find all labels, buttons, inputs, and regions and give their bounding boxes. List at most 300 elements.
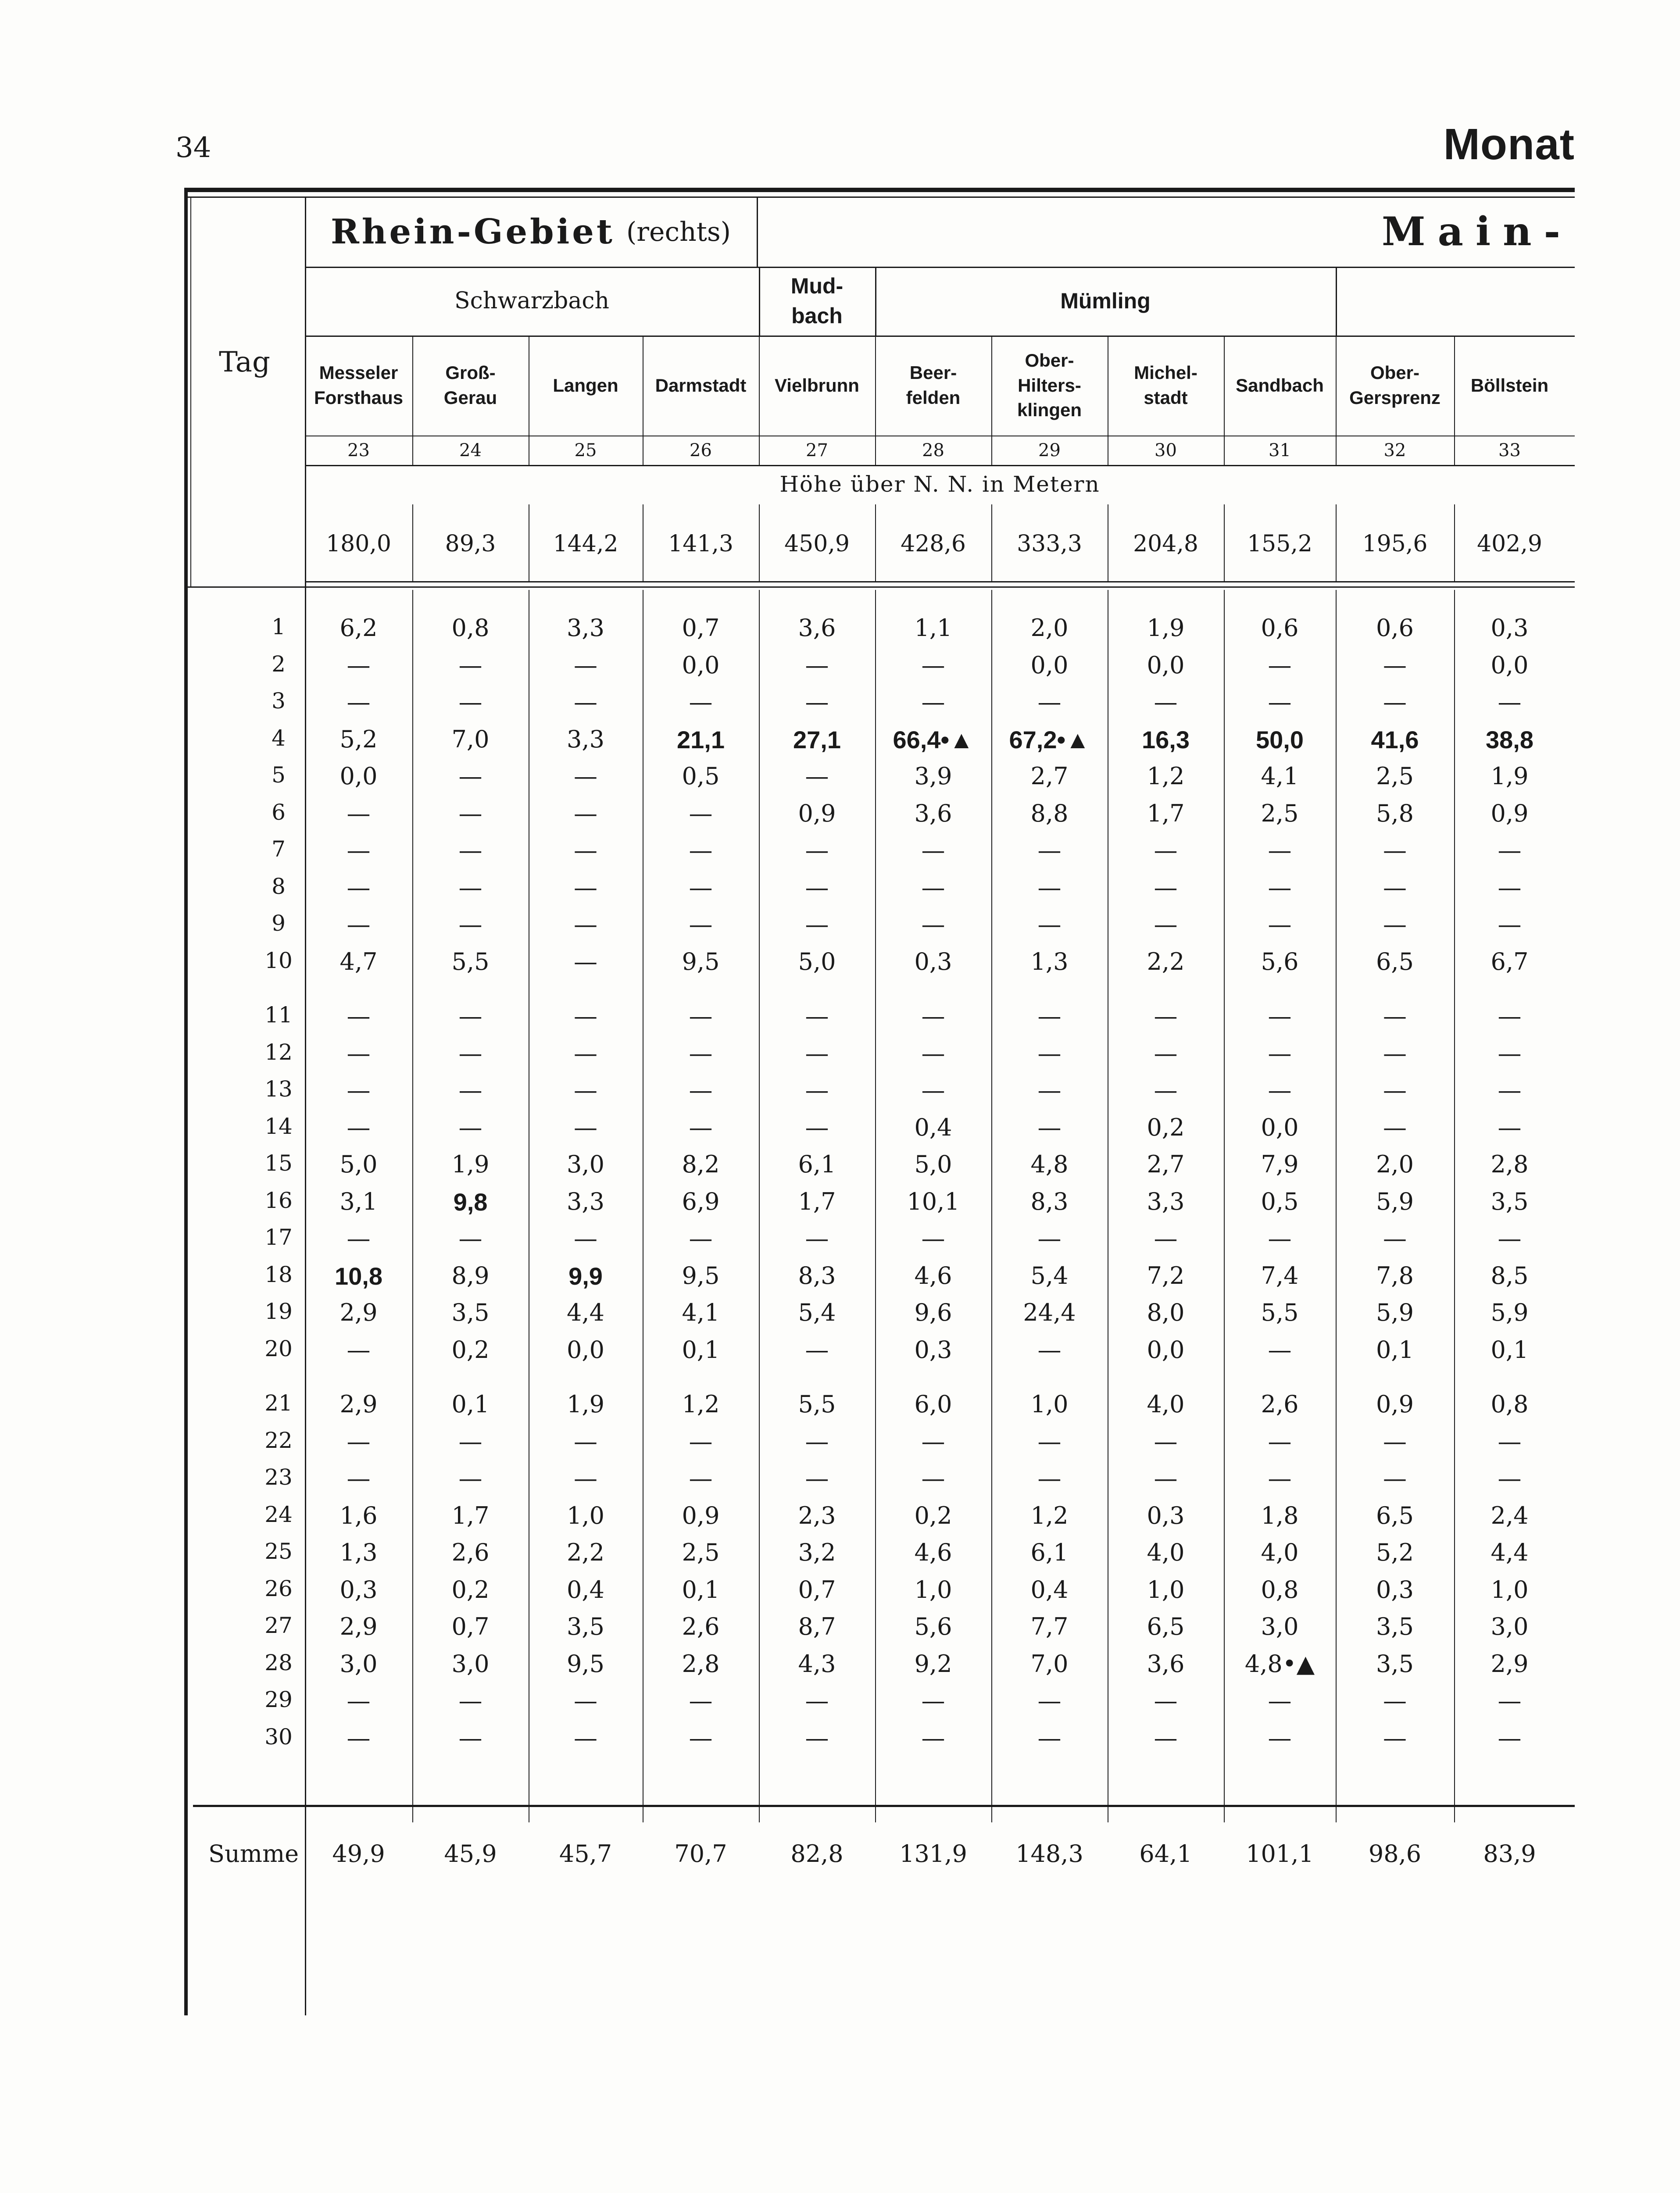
summe-value: 82,8	[790, 1840, 844, 1868]
station-name: Ober- Hilters- klingen	[1017, 350, 1082, 421]
table-cell: —	[1383, 1687, 1407, 1714]
table-cell: 3,0	[1261, 1613, 1299, 1640]
table-cell: 0,7	[451, 1613, 490, 1640]
day-number: 19	[265, 1299, 293, 1324]
table-cell: 1,9	[451, 1150, 490, 1178]
table-cell: —	[458, 911, 483, 938]
table-cell: 3,3	[567, 614, 604, 642]
station-number: 32	[1383, 440, 1406, 461]
table-cell: —	[1037, 1002, 1062, 1030]
table-cell: —	[1037, 1427, 1062, 1455]
table-cell: —	[1037, 1464, 1062, 1492]
table-cell: —	[347, 836, 371, 864]
table-cell: 0,5	[682, 762, 720, 790]
summe-value: 148,3	[1015, 1840, 1083, 1868]
station-height: 402,9	[1477, 530, 1542, 557]
table-cell: 0,8	[1491, 1390, 1529, 1418]
table-cell: 5,0	[798, 947, 836, 975]
table-cell: —	[1383, 911, 1407, 938]
table-cell: 6,5	[1376, 1501, 1414, 1529]
table-cell: —	[347, 1076, 371, 1104]
table-cell: 0,3	[914, 947, 952, 975]
table-cell: 4,1	[1261, 762, 1299, 790]
table-cell: —	[458, 1464, 483, 1492]
table-cell: 5,9	[1491, 1299, 1529, 1326]
table-cell: 2,0	[1030, 614, 1069, 642]
table-cell: —	[921, 1039, 945, 1067]
table-cell: 7,8	[1376, 1261, 1414, 1289]
table-cell: 21,1	[677, 725, 725, 754]
summe-value: 101,1	[1246, 1840, 1314, 1868]
table-cell: 1,1	[914, 614, 952, 642]
table-cell: —	[1498, 836, 1522, 864]
table-cell: 0,0	[567, 1336, 604, 1364]
table-cell: —	[1037, 1113, 1062, 1141]
day-number: 29	[265, 1687, 293, 1712]
table-cell: —	[574, 836, 597, 864]
table-cell: 0,2	[451, 1575, 490, 1604]
table-cell: —	[574, 1687, 597, 1714]
table-cell: 5,4	[798, 1299, 836, 1326]
table-cell: 2,5	[682, 1539, 720, 1566]
table-cell: 2,9	[1491, 1650, 1529, 1678]
station-number: 28	[922, 440, 944, 461]
table-cell: —	[347, 911, 371, 938]
table-cell: 5,5	[451, 947, 490, 975]
table-cell: —	[1268, 1225, 1292, 1252]
table-cell: 7,7	[1030, 1613, 1069, 1640]
table-cell: 0,5	[1261, 1187, 1299, 1215]
table-cell: 6,9	[682, 1187, 720, 1215]
table-cell: —	[347, 799, 371, 827]
table-cell: 5,2	[340, 725, 378, 753]
table-cell: 67,2•▲	[1009, 725, 1090, 754]
table-cell: 5,9	[1376, 1187, 1414, 1215]
summe-value: 98,6	[1368, 1840, 1422, 1868]
table-cell: —	[805, 1336, 829, 1364]
day-number: 22	[265, 1427, 293, 1453]
table-cell: 0,8	[451, 614, 490, 642]
table-cell: 0,3	[340, 1575, 378, 1604]
table-cell: 3,0	[567, 1150, 604, 1178]
table-cell: —	[805, 1039, 829, 1067]
table-cell: 5,9	[1376, 1299, 1414, 1326]
table-cell: 0,0	[1261, 1113, 1299, 1141]
table-cell: 1,3	[340, 1539, 378, 1566]
table-cell: —	[921, 836, 945, 864]
table-cell: —	[805, 911, 829, 938]
table-cell: 3,5	[1376, 1650, 1414, 1678]
table-cell: —	[1498, 1113, 1522, 1141]
table-cell: —	[805, 1113, 829, 1141]
table-cell: 1,2	[1147, 762, 1185, 790]
table-cell: 9,5	[682, 947, 720, 975]
table-cell: 66,4•▲	[893, 725, 974, 754]
table-cell: —	[1268, 1427, 1292, 1455]
table-cell: —	[1383, 1113, 1407, 1141]
table-cell: —	[921, 651, 945, 679]
table-cell: —	[1154, 1464, 1178, 1492]
table-cell: —	[1154, 873, 1178, 901]
table-cell: 8,5	[1491, 1261, 1529, 1289]
table-cell: 0,7	[682, 614, 720, 642]
table-cell: —	[689, 873, 713, 901]
river-schwarzbach: Schwarzbach	[454, 288, 609, 314]
table-cell: —	[921, 911, 945, 938]
day-number: 27	[265, 1613, 293, 1638]
table-cell: 5,0	[914, 1150, 952, 1178]
page-header: Monat	[1443, 120, 1575, 169]
table-cell: —	[689, 1687, 713, 1714]
table-cell: 2,6	[1261, 1390, 1299, 1418]
table-cell: 8,2	[682, 1150, 720, 1178]
summe-value: 45,7	[559, 1840, 612, 1868]
table-cell: 0,9	[1491, 799, 1529, 827]
table-cell: —	[1498, 1687, 1522, 1714]
table-cell: 0,4	[567, 1575, 604, 1604]
table-cell: 3,2	[798, 1539, 836, 1566]
table-cell: —	[1498, 1464, 1522, 1492]
station-name: Beer- felden	[906, 362, 961, 408]
table-cell: 8,3	[798, 1261, 836, 1289]
station-name: Messeler Forsthaus	[314, 362, 404, 408]
table-cell: —	[1154, 1002, 1178, 1030]
table-cell: —	[574, 688, 597, 716]
table-cell: 4,6	[914, 1261, 952, 1289]
table-cell: 0,1	[1491, 1336, 1529, 1364]
table-cell: —	[1498, 1002, 1522, 1030]
table-cell: 8,7	[798, 1613, 836, 1640]
table-cell: 2,7	[1030, 762, 1069, 790]
table-cell: —	[1037, 1687, 1062, 1714]
table-cell: —	[458, 1039, 483, 1067]
table-cell: 4,6	[914, 1539, 952, 1566]
table-cell: —	[574, 1002, 597, 1030]
day-number: 2	[272, 651, 286, 677]
table-cell: 9,5	[567, 1650, 604, 1678]
table-cell: 27,1	[793, 725, 841, 754]
table-cell: —	[689, 1002, 713, 1030]
table-cell: —	[347, 873, 371, 901]
table-cell: 4,0	[1147, 1539, 1185, 1566]
region-title: Rhein-Gebiet	[330, 212, 615, 252]
table-cell: 4,8•▲	[1244, 1650, 1315, 1678]
table-cell: —	[805, 1427, 829, 1455]
table-cell: 0,0	[1491, 651, 1529, 679]
table-cell: 6,1	[1030, 1539, 1069, 1566]
table-cell: 7,0	[1030, 1650, 1069, 1678]
table-cell: —	[574, 873, 597, 901]
table-cell: —	[1498, 911, 1522, 938]
table-cell: —	[347, 1687, 371, 1714]
table-cell: 4,1	[682, 1299, 720, 1326]
day-number: 11	[265, 1002, 293, 1028]
day-number: 8	[272, 873, 286, 899]
summe-value: 45,9	[444, 1840, 497, 1868]
table-cell: 3,5	[567, 1613, 604, 1640]
table-cell: 4,0	[1147, 1390, 1185, 1418]
table-cell: 2,8	[1491, 1150, 1529, 1178]
river-mudbach: Mud- bach	[790, 274, 844, 328]
table-cell: —	[1268, 1076, 1292, 1104]
station-number: 29	[1038, 440, 1061, 461]
table-cell: 2,9	[340, 1613, 378, 1640]
station-height: 155,2	[1247, 530, 1312, 557]
table-cell: 0,8	[1261, 1575, 1299, 1604]
table-cell: 1,0	[1030, 1390, 1069, 1418]
table-cell: 1,9	[1147, 614, 1185, 642]
table-cell: —	[1268, 1724, 1292, 1752]
table-cell: 0,1	[451, 1390, 490, 1418]
day-number: 7	[272, 836, 286, 862]
summe-value: 49,9	[332, 1840, 385, 1868]
table-cell: 0,1	[682, 1575, 720, 1604]
table-cell: 2,4	[1491, 1501, 1529, 1529]
table-cell: —	[347, 1002, 371, 1030]
table-cell: —	[1268, 836, 1292, 864]
table-cell: —	[1383, 1225, 1407, 1252]
table-cell: 50,0	[1256, 725, 1304, 754]
table-cell: 4,3	[798, 1650, 836, 1678]
table-cell: —	[1498, 688, 1522, 716]
table-cell: —	[347, 1039, 371, 1067]
table-cell: —	[689, 799, 713, 827]
table-cell: 0,1	[682, 1336, 720, 1364]
table-cell: —	[1268, 1002, 1292, 1030]
day-number: 10	[265, 947, 293, 973]
table-cell: —	[574, 1724, 597, 1752]
table-cell: —	[1383, 1427, 1407, 1455]
table-cell: —	[1037, 1039, 1062, 1067]
day-number: 18	[265, 1261, 293, 1287]
table-cell: 3,3	[567, 1187, 604, 1215]
table-cell: —	[805, 1724, 829, 1752]
horizontal-rule	[305, 586, 1575, 588]
station-number: 24	[459, 440, 482, 461]
table-cell: 0,9	[1376, 1390, 1414, 1418]
table-cell: —	[1037, 911, 1062, 938]
summe-value: 70,7	[674, 1840, 727, 1868]
table-cell: —	[1037, 1076, 1062, 1104]
table-cell: 0,6	[1261, 614, 1299, 642]
table-cell: —	[1498, 1076, 1522, 1104]
table-cell: 1,2	[1030, 1501, 1069, 1529]
table-cell: 8,8	[1030, 799, 1069, 827]
table-cell: 5,5	[1261, 1299, 1299, 1326]
table-cell: 38,8	[1486, 725, 1533, 754]
station-number: 27	[806, 440, 828, 461]
table-cell: 2,3	[798, 1501, 836, 1529]
table-cell: —	[1037, 1336, 1062, 1364]
table-cell: —	[1268, 651, 1292, 679]
table-cell: —	[1268, 688, 1292, 716]
table-cell: 9,8	[453, 1188, 488, 1216]
summe-label: Summe	[208, 1840, 299, 1868]
day-number: 30	[265, 1724, 293, 1750]
table-cell: —	[347, 1225, 371, 1252]
station-number: 25	[574, 440, 597, 461]
tag-header: Tag	[219, 346, 270, 379]
table-cell: 3,0	[451, 1650, 490, 1678]
table-cell: —	[689, 911, 713, 938]
station-height: 333,3	[1017, 530, 1082, 557]
table-cell: 8,0	[1147, 1299, 1185, 1326]
table-cell: —	[1498, 1225, 1522, 1252]
table-cell: 3,1	[340, 1187, 378, 1215]
table-cell: 2,5	[1376, 762, 1414, 790]
table-cell: 3,3	[567, 725, 604, 753]
table-cell: 3,6	[798, 614, 836, 642]
day-number: 23	[265, 1464, 293, 1490]
table-cell: —	[458, 688, 483, 716]
table-cell: —	[921, 1002, 945, 1030]
table-cell: —	[458, 1002, 483, 1030]
table-cell: 4,4	[1491, 1539, 1529, 1566]
table-cell: —	[805, 1002, 829, 1030]
table-cell: 10,8	[335, 1262, 382, 1290]
table-cell: —	[1498, 1427, 1522, 1455]
table-cell: 4,0	[1261, 1539, 1299, 1566]
table-cell: 0,3	[1376, 1575, 1414, 1604]
station-name: Sandbach	[1236, 375, 1324, 396]
table-cell: —	[1268, 1336, 1292, 1364]
day-number: 6	[272, 799, 286, 825]
table-cell: 8,3	[1030, 1187, 1069, 1215]
table-cell: —	[1383, 1724, 1407, 1752]
region-rhein-gebiet	[305, 197, 757, 267]
table-cell: 1,9	[567, 1390, 604, 1418]
horizontal-rule	[184, 586, 305, 588]
table-cell: 5,6	[1261, 947, 1299, 975]
table-cell: —	[1268, 873, 1292, 901]
table-cell: —	[1037, 688, 1062, 716]
table-cell: —	[458, 799, 483, 827]
table-cell: —	[1037, 873, 1062, 901]
table-cell: 7,0	[451, 725, 490, 753]
table-cell: 0,2	[451, 1336, 490, 1364]
station-number: 30	[1155, 440, 1177, 461]
table-cell: 0,4	[1030, 1575, 1069, 1604]
table-cell: 0,4	[914, 1113, 952, 1141]
table-cell: 2,9	[340, 1299, 378, 1326]
table-cell: —	[1154, 688, 1178, 716]
table-cell: 5,5	[798, 1390, 836, 1418]
station-number: 23	[347, 440, 370, 461]
table-cell: 2,9	[340, 1390, 378, 1418]
table-cell: 3,5	[451, 1299, 490, 1326]
table-cell: —	[574, 651, 597, 679]
table-cell: 1,3	[1030, 947, 1069, 975]
table-left-border	[184, 188, 188, 2015]
table-cell: 1,0	[1147, 1575, 1185, 1604]
table-cell: 0,0	[1147, 651, 1185, 679]
day-number: 17	[265, 1225, 293, 1250]
day-number: 13	[265, 1076, 293, 1102]
day-number: 15	[265, 1150, 293, 1176]
table-cell: 3,0	[340, 1650, 378, 1678]
table-cell: —	[574, 1225, 597, 1252]
region-divider	[757, 196, 758, 267]
table-cell: 9,5	[682, 1261, 720, 1289]
day-number: 5	[272, 762, 286, 788]
table-cell: —	[458, 1113, 483, 1141]
table-cell: 2,7	[1147, 1150, 1185, 1178]
day-number: 14	[265, 1113, 293, 1139]
header-bottom-rule	[305, 581, 1575, 582]
table-cell: 1,7	[1147, 799, 1185, 827]
table-cell: 0,0	[340, 762, 378, 790]
day-number: 25	[265, 1539, 293, 1564]
table-cell: —	[689, 688, 713, 716]
day-number: 4	[272, 725, 286, 751]
table-cell: 6,1	[798, 1150, 836, 1178]
station-height: 89,3	[445, 530, 496, 557]
table-cell: —	[347, 688, 371, 716]
table-cell: 3,5	[1491, 1187, 1529, 1215]
table-cell: —	[921, 1076, 945, 1104]
station-name: Ober- Gersprenz	[1349, 362, 1441, 408]
table-cell: 4,8	[1030, 1150, 1069, 1178]
day-number: 3	[272, 688, 286, 714]
table-cell: —	[1154, 1039, 1178, 1067]
table-cell: —	[458, 873, 483, 901]
table-cell: —	[1154, 911, 1178, 938]
table-cell: —	[458, 651, 483, 679]
summe-value: 83,9	[1483, 1840, 1536, 1868]
table-cell: —	[921, 1464, 945, 1492]
table-cell: 2,2	[567, 1539, 604, 1566]
station-name: Groß- Gerau	[443, 362, 497, 408]
table-cell: —	[1383, 836, 1407, 864]
table-cell: 5,8	[1376, 799, 1414, 827]
table-cell: —	[458, 1427, 483, 1455]
table-cell: —	[805, 836, 829, 864]
table-cell: 2,6	[682, 1613, 720, 1640]
table-cell: —	[458, 836, 483, 864]
day-number: 28	[265, 1650, 293, 1675]
table-cell: 9,9	[568, 1262, 603, 1290]
table-cell: —	[574, 1039, 597, 1067]
table-cell: 6,5	[1376, 947, 1414, 975]
station-name: Böllstein	[1470, 375, 1549, 396]
table-cell: —	[689, 1464, 713, 1492]
table-cell: 0,9	[798, 799, 836, 827]
table-cell: 5,0	[340, 1150, 378, 1178]
table-cell: —	[921, 873, 945, 901]
table-cell: —	[1268, 911, 1292, 938]
day-number: 16	[265, 1187, 293, 1213]
table-cell: 3,6	[1147, 1650, 1185, 1678]
table-cell: 0,0	[1147, 1336, 1185, 1364]
table-cell: 0,0	[682, 651, 720, 679]
region-main: Main-	[1382, 208, 1573, 255]
table-cell: 1,7	[798, 1187, 836, 1215]
table-cell: —	[574, 1113, 597, 1141]
table-cell: —	[921, 688, 945, 716]
day-number: 26	[265, 1575, 293, 1601]
table-cell: —	[1154, 836, 1178, 864]
station-name: Vielbrunn	[775, 375, 859, 396]
table-cell: —	[347, 1464, 371, 1492]
table-cell: 41,6	[1371, 725, 1419, 754]
table-cell: —	[347, 1724, 371, 1752]
table-cell: —	[689, 1724, 713, 1752]
table-cell: —	[805, 688, 829, 716]
table-cell: 1,0	[1491, 1575, 1529, 1604]
table-cell: —	[458, 1687, 483, 1714]
table-cell: 6,0	[914, 1390, 952, 1418]
page-number: 34	[175, 132, 211, 164]
